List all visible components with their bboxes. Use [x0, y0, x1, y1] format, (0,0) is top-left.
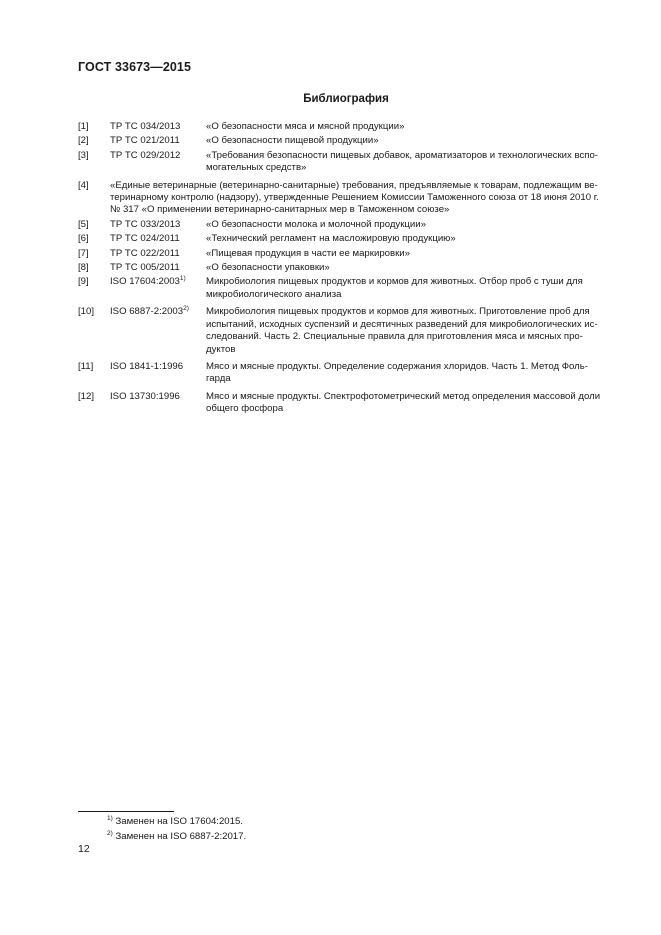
footnote	[107, 830, 246, 845]
entry-code: ISO 1841-1:1996	[110, 360, 184, 372]
entry-code	[110, 276, 206, 288]
entry-code	[110, 306, 206, 318]
bibliography-entry	[78, 262, 618, 274]
entry-title-line: гарда	[206, 373, 231, 385]
entry-title-line: Микробиология пищевых продуктов и кормов для животных. Приготовление проб для	[206, 306, 590, 318]
entry-title-line: Мясо и мясные продукты. Спектрофотометрический метод определения массовой доли	[206, 390, 601, 402]
entry-number: [3]	[78, 149, 89, 161]
entry-title-line: Мясо и мясные продукты. Определение содержания хлоридов. Часть 1. Метод Фоль-	[206, 360, 588, 372]
entry-title: «О безопасности молока и молочной продукции»	[206, 218, 426, 230]
entry-code-text: ISO 17604:2003	[110, 276, 180, 288]
entry-title	[206, 150, 618, 175]
entry-title-line: могательных средств»	[206, 162, 307, 174]
bibliography-entry	[78, 150, 618, 175]
entry-number: [2]	[78, 135, 89, 147]
entry-number: [11]	[78, 360, 94, 372]
footnote-mark: 2)	[183, 305, 189, 313]
entry-code: ТР ТС 033/2013	[110, 218, 181, 230]
entry-title	[206, 391, 618, 416]
bibliography-entry	[78, 361, 618, 386]
entry-code: ТР ТС 021/2011	[110, 135, 180, 147]
entry-code: ТР ТС 034/2013	[110, 121, 181, 132]
entry-number: [7]	[78, 247, 89, 259]
document-code: ГОСТ 33673—2015	[78, 60, 192, 74]
footnote-mark: 2)	[107, 829, 113, 837]
entry-text-line: № 317 «О применении ветеринарно-санитарных мер в Таможенном союзе»	[110, 204, 450, 216]
bibliography-entry	[78, 180, 618, 217]
entry-title	[206, 306, 618, 356]
entry-code: ТР ТС 005/2011	[110, 262, 180, 274]
entry-title: «О безопасности мяса и мясной продукции»	[206, 121, 405, 132]
section-title: Библиография	[303, 93, 389, 105]
entry-title: «О безопасности пищевой продукции»	[206, 135, 379, 147]
bibliography-entry	[78, 121, 618, 133]
footnote-text: Заменен на ISO 6887-2:2017.	[112, 830, 247, 842]
entry-number: [8]	[78, 262, 89, 274]
bibliography-entry	[78, 219, 618, 231]
footnote-mark: 1)	[107, 815, 113, 822]
entry-title: «Пищевая продукция в части ее маркировки»	[206, 247, 410, 259]
entry-number: [1]	[78, 121, 89, 132]
entry-code: ТР ТС 029/2012	[110, 149, 181, 161]
bibliography-entry	[78, 248, 618, 260]
bibliography-entry	[78, 276, 618, 301]
entry-code: ТР ТС 022/2011	[110, 247, 180, 259]
entry-code: ISO 13730:1996	[110, 390, 180, 402]
entry-title-line: общего фосфора	[206, 403, 284, 415]
entry-text-line: «Единые ветеринарные (ветеринарно-санитарные) требования, предъявляемые к товарам, подлежащим ве-	[110, 179, 598, 191]
entry-title	[206, 361, 618, 386]
entry-title-line: «Требования безопасности пищевых добавок, ароматизаторов и технологических вспо-	[206, 149, 599, 161]
entry-text-line: теринарному контролю (надзору), утвержденные Решением Комиссии Таможенного союза от 18 июня 2010 г.	[110, 192, 599, 204]
entry-title-line: Микробиология пищевых продуктов и кормов для животных. Отбор проб с туши для	[206, 276, 583, 288]
footnote-divider	[78, 811, 174, 812]
footnotes	[107, 815, 246, 844]
entry-number: [4]	[78, 179, 89, 191]
bibliography-entry	[78, 135, 618, 147]
entry-number: [9]	[78, 276, 89, 288]
entry-title: «О безопасности упаковки»	[206, 262, 330, 274]
entry-title: «Технический регламент на масложировую продукцию»	[206, 233, 456, 245]
bibliography-entry	[78, 391, 618, 416]
entry-text	[110, 180, 618, 217]
footnote	[107, 815, 246, 830]
bibliography-entry	[78, 233, 618, 245]
bibliography-list	[78, 121, 618, 416]
entry-title	[206, 276, 618, 301]
entry-number: [6]	[78, 233, 89, 245]
footnote-mark: 1)	[179, 275, 186, 283]
entry-number: [10]	[78, 306, 95, 318]
entry-code: ТР ТС 024/2011	[110, 233, 180, 245]
entry-title-line: микробиологического анализа	[206, 288, 342, 300]
entry-title-line: следований. Часть 2. Специальные правила для приготовления мяса и мясных про-	[206, 331, 583, 343]
page-number: 12	[78, 843, 90, 855]
entry-number: [12]	[78, 390, 95, 402]
entry-number: [5]	[78, 218, 89, 230]
entry-title-line: испытаний, исходных суспензий и десятичных разведений для микробиологических ис-	[206, 318, 598, 330]
footnote-text: Заменен на ISO 17604:2015.	[112, 816, 243, 827]
bibliography-entry	[78, 306, 618, 356]
entry-code-text: ISO 6887-2:2003	[110, 306, 184, 318]
entry-title-line: дуктов	[206, 343, 236, 355]
